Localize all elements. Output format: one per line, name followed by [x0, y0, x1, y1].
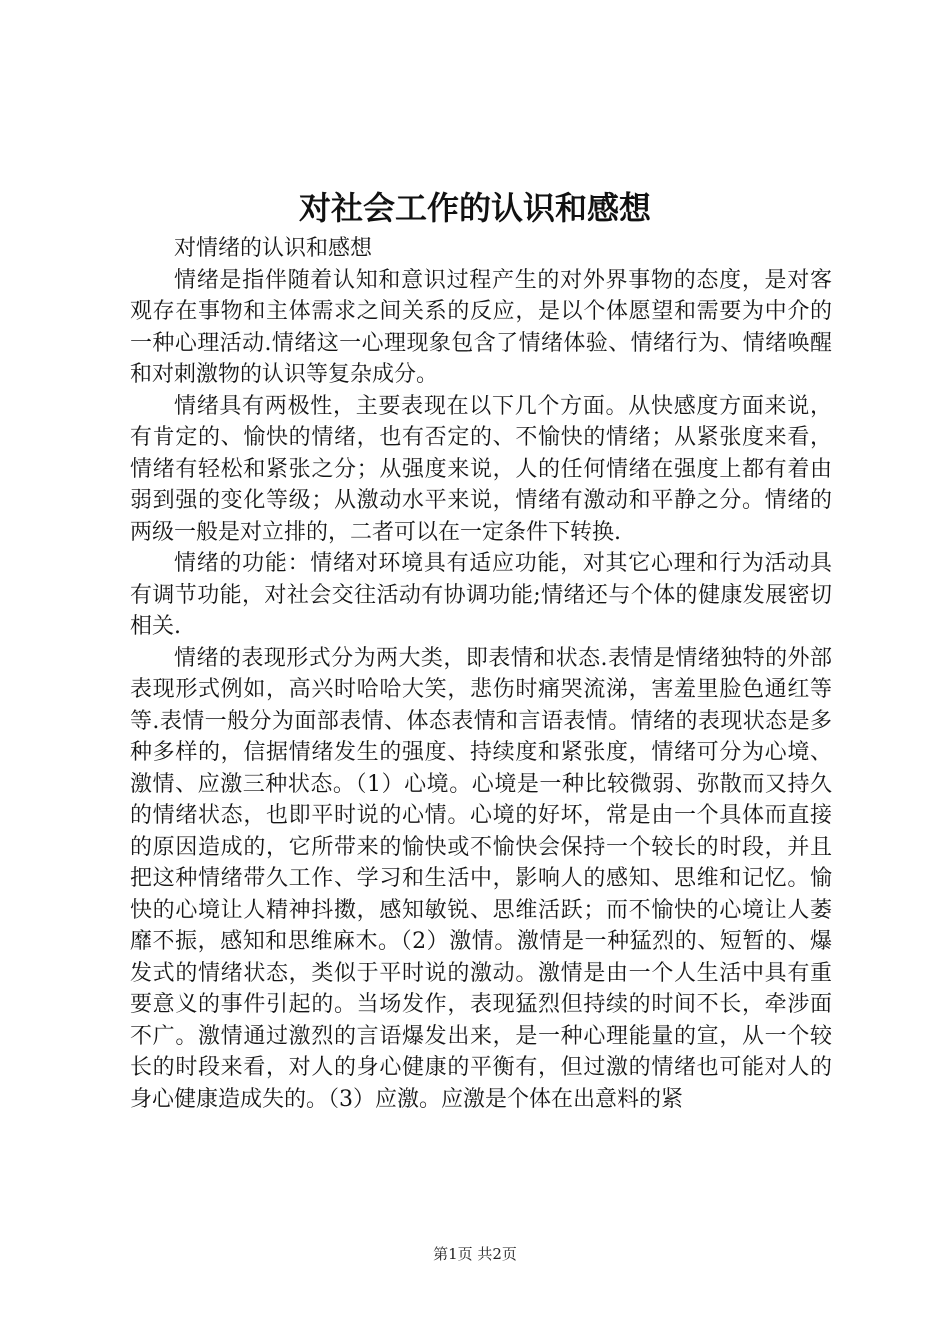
paragraph: 情绪是指伴随着认知和意识过程产生的对外界事物的态度，是对客观存在事物和主体需求之间关系的反应，是以个体愿望和需要为中介的一种心理活动.情绪这一心理现象包含了情绪体验、情绪行为、情绪唤醒和对刺激物的认识等复杂成分。 [130, 267, 832, 387]
paragraph: 情绪的表现形式分为两大类，即表情和状态.表情是情绪独特的外部表现形式例如，高兴时哈哈大笑，悲伤时痛哭流涕，害羞里脸色通红等等.表情一般分为面部表情、体态表情和言语表情。情绪的表现状态是多种多样的，信据情绪发生的强度、持续度和紧张度，情绪可分为心境、激情、应激三种状态。（1）心境。心境是一种比较微弱、弥散而又持久的情绪状态，也即平时说的心情。心境的好坏，常是由一个具体而直接的原因造成的，它所带来的愉快或不愉快会保持一个较长的时段，并且把这种情绪带久工作、学习和生活中，影响人的感知、思维和记忆。愉快的心境让人精神抖擞，感知敏锐、思维活跃；而不愉快的心境让人萎靡不振，感知和思维麻木。（2）激情。激情是一种猛烈的、短暂的、爆发式的情绪状态，类似于平时说的激动。激情是由一个人生活中具有重要意义的事件引起的。当场发作，表现猛烈但持续的时间不长，牵涉面不广。激情通过激烈的言语爆发出来，是一种心理能量的宣，从一个较长的时段来看，对人的身心健康的平衡有，但过激的情绪也可能对人的身心健康造成失的。（3）应激。应激是个体在出意料的紧 [130, 645, 832, 1112]
section-heading: 对情绪的认识和感想 [174, 236, 373, 261]
document-title: 对社会工作的认识和感想 [298, 189, 651, 227]
paragraph: 情绪具有两极性，主要表现在以下几个方面。从快感度方面来说，有肯定的、愉快的情绪，也有否定的、不愉快的情绪；从紧张度来看，情绪有轻松和紧张之分；从强度来说，人的任何情绪在强度上都有着由弱到强的变化等级；从激动水平来说，情绪有激动和平静之分。情绪的两级一般是对立排的，二者可以在一定条件下转换. [130, 393, 832, 545]
page-number-footer: 第1页 共2页 [433, 1245, 517, 1263]
paragraph: 情绪的功能：情绪对环境具有适应功能，对其它心理和行为活动具有调节功能，对社会交往活动有协调功能;情绪还与个体的健康发展密切相关. [130, 551, 832, 639]
document-body [130, 233, 832, 1115]
